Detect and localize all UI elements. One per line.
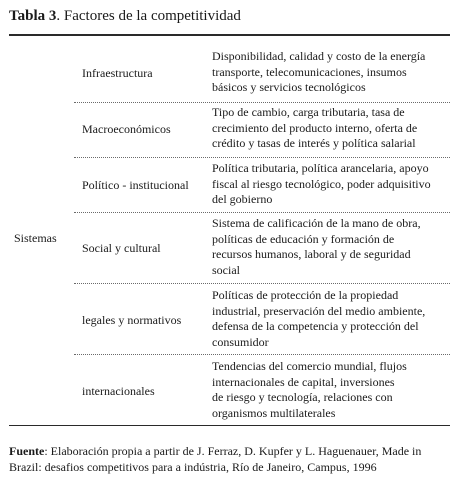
description-line: crecimiento del producto interno, oferta de (212, 120, 418, 135)
factor-description-infraestructura (212, 49, 450, 96)
description-line: Política tributaria, política arancelaria, apoyo (212, 161, 429, 175)
description-line: del gobierno (212, 192, 273, 206)
description-line: Sistema de calificación de la mano de obra, (212, 216, 421, 230)
footnote-line (9, 443, 450, 459)
description-line: básicos y servicios tecnológicos (212, 80, 366, 94)
description-line: políticas de educación y formación de (212, 231, 395, 246)
description-line: Políticas de protección de la propiedad (212, 288, 399, 302)
description-line: consumidor (212, 334, 269, 349)
description-line: internacionales de capital, inversiones (212, 374, 395, 389)
description-line: defensa de la competencia y protección del (212, 319, 419, 333)
row-separator (74, 283, 450, 284)
description-line: Tendencias del comercio mundial, flujos (212, 359, 407, 373)
factor-label-internacionales: internacionales (82, 384, 155, 398)
factor-label-politico-institucional: Político - institucional (82, 178, 189, 192)
row-separator (74, 157, 450, 158)
factor-label-macroeconomicos: Macroeconómicos (82, 122, 171, 136)
description-line: fiscal al riesgo tecnológico, poder adquisitivo (212, 176, 431, 191)
factor-label-legales-normativos: legales y normativos (82, 313, 182, 327)
description-line: organismos multilaterales (212, 405, 336, 420)
table-title (9, 6, 241, 26)
table-number: Tabla 3 (9, 8, 57, 24)
source-footnote (9, 443, 450, 475)
footnote-line: Brazil: desafios competitivos para a indústria, Río de Janeiro, Campus, 1996 (9, 460, 377, 474)
table-bottom-rule (9, 425, 450, 426)
description-line: Tipo de cambio, carga tributaria, tasa de (212, 105, 405, 119)
factor-description-macroeconomicos (212, 105, 450, 152)
table-title-text: . Factores de la competitividad (56, 8, 241, 24)
factor-label-social-cultural: Social y cultural (82, 241, 161, 255)
description-line: de riesgo y tecnología, relaciones con (212, 390, 393, 404)
factor-description-internacionales (212, 359, 450, 421)
factor-description-legales-normativos (212, 288, 450, 350)
description-line: Disponibilidad, calidad y costo de la energía (212, 49, 426, 63)
description-line: recursos humanos, laboral y de seguridad (212, 247, 411, 261)
footnote-text: : Elaboración propia a partir de J. Ferraz, D. Kupfer y L. Haguenauer, Made in (44, 444, 422, 458)
description-line: transporte, telecomunicaciones, insumos (212, 64, 407, 79)
footnote-label: Fuente (9, 444, 45, 458)
factor-description-politico-institucional (212, 161, 450, 208)
factor-label-infraestructura: Infraestructura (82, 66, 153, 80)
description-line: crédito y tasas de interés y política salarial (212, 136, 416, 150)
factor-description-social-cultural (212, 216, 450, 278)
row-separator (74, 212, 450, 213)
description-line: social (212, 262, 240, 277)
row-separator (74, 354, 450, 355)
row-separator (74, 102, 450, 103)
table-top-rule (9, 34, 450, 36)
group-label: Sistemas (14, 231, 57, 245)
description-line: industrial, preservación del medio ambiente, (212, 303, 426, 318)
